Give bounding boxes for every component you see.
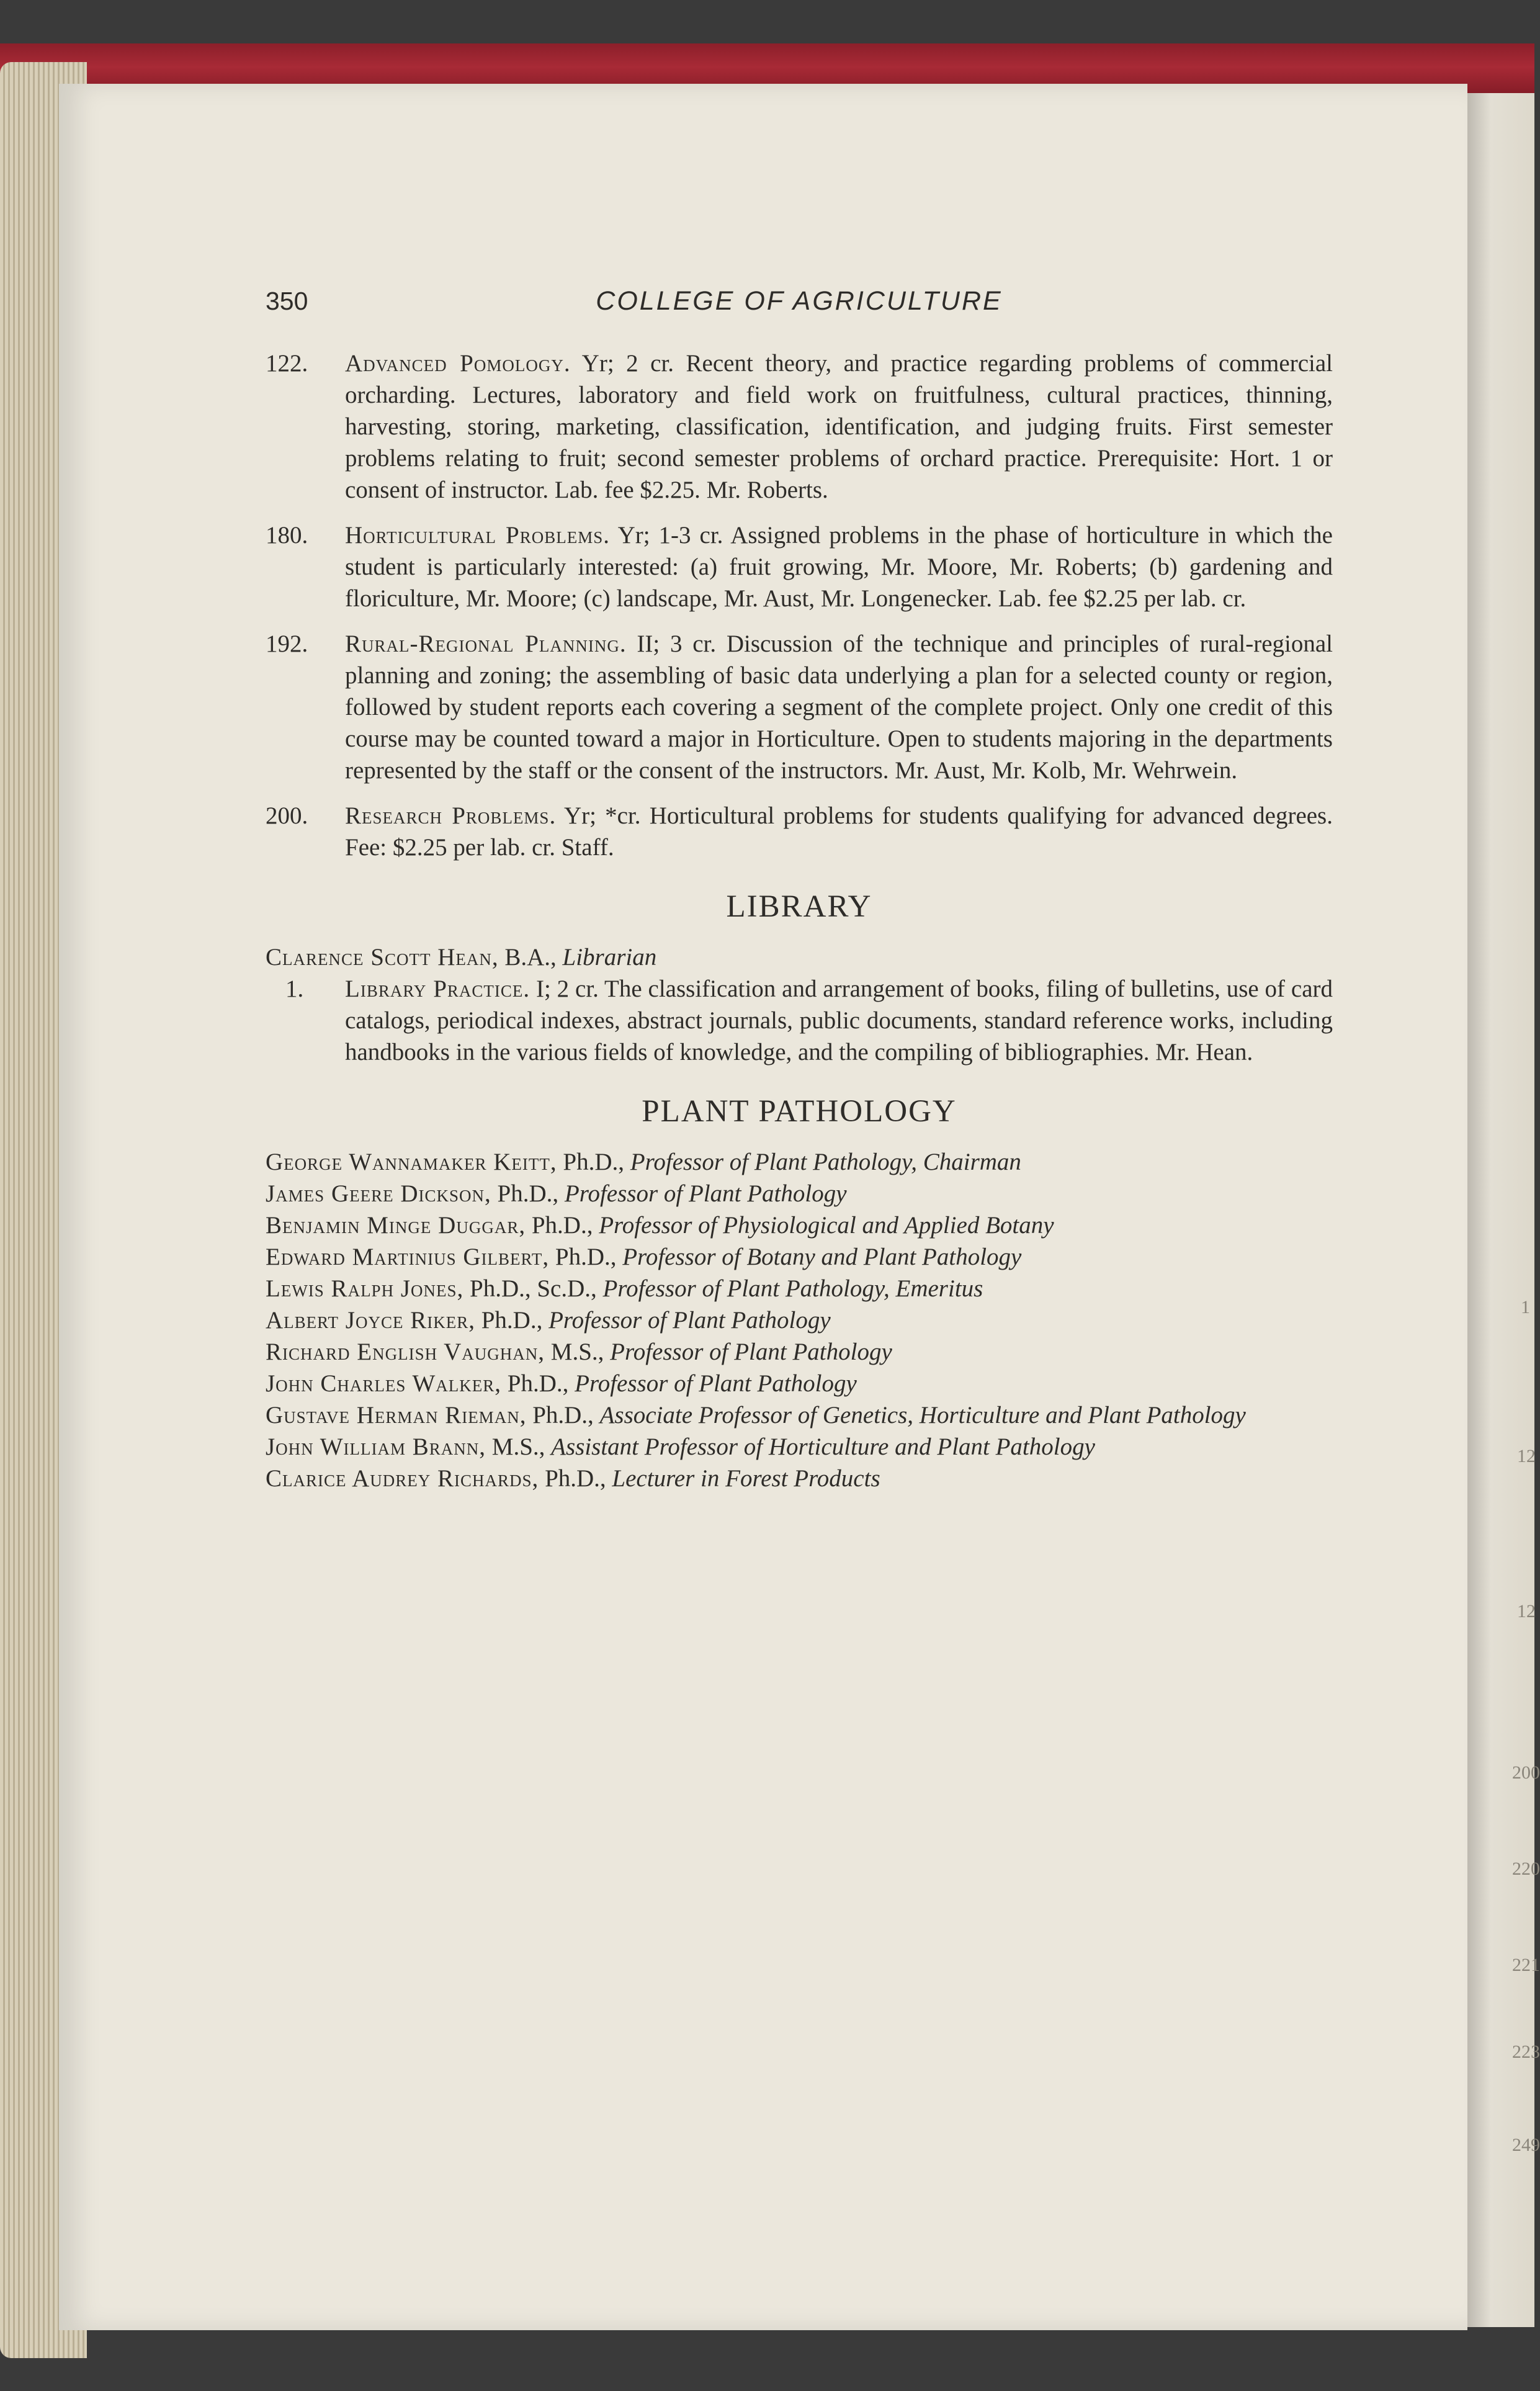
faculty-role: Professor of Plant Pathology xyxy=(575,1370,857,1397)
faculty-name: John William Brann, xyxy=(266,1433,486,1460)
course-title: Horticultural Problems. xyxy=(345,522,611,549)
course-title: Research Problems. xyxy=(345,802,557,829)
faculty-name: George Wannamaker Keitt, xyxy=(266,1149,557,1175)
faculty-member xyxy=(266,1368,1333,1399)
course-number: 200. xyxy=(266,802,308,829)
course-entry xyxy=(266,628,1333,786)
faculty-degree: Ph.D., xyxy=(491,1180,559,1207)
faculty-member xyxy=(266,1209,1333,1241)
course-description: II; 3 cr. Discussion of the technique and principles of rural-regional planning and zoning; the assembling of basic data underlying a plan for a selected county or region, followed by student reports each covering a segment of the complete project. Only one credit of this course may be counted toward a major in Horticulture. Open to students majoring in the departments represented by the staff or the consent of the instructors. Mr. Aust, Mr. Kolb, Mr. Wehrwein. xyxy=(345,630,1333,784)
course-description: Yr; 1-3 cr. Assigned problems in the phase of horticulture in which the student is particularly interested: (a) fruit growing, Mr. Moore, Mr. Roberts; (b) gardening and floriculture, Mr. Moore; (c) landscape, Mr. Aust, Mr. Longenecker. Lab. fee $2.25 per lab. cr. xyxy=(345,522,1333,612)
faculty-role: Lecturer in Forest Products xyxy=(612,1465,880,1492)
faculty-member xyxy=(266,1241,1333,1273)
faculty-member xyxy=(266,1399,1333,1431)
course-number: 180. xyxy=(266,522,308,549)
course-number: 192. xyxy=(266,630,308,657)
faculty-name: Clarice Audrey Richards, xyxy=(266,1465,539,1492)
staff-name: Clarence Scott Hean, xyxy=(266,944,499,971)
faculty-role: Professor of Plant Pathology xyxy=(564,1180,847,1207)
faculty-role: Professor of Physiological and Applied Botany xyxy=(599,1212,1054,1239)
next-page-edge xyxy=(1467,93,1540,2327)
running-head xyxy=(266,285,1333,329)
faculty-role: Professor of Plant Pathology xyxy=(548,1307,831,1334)
edge-mark: 220 xyxy=(1512,1859,1540,1879)
faculty-member xyxy=(266,1146,1333,1178)
course-entry xyxy=(266,348,1333,506)
course-title: Rural-Regional Planning. xyxy=(345,630,627,657)
faculty-degree: Ph.D., xyxy=(539,1465,606,1492)
faculty-member xyxy=(266,1463,1333,1494)
library-staff xyxy=(266,941,1333,973)
faculty-degree: Ph.D., xyxy=(526,1402,594,1429)
faculty-role: Associate Professor of Genetics, Horticulture and Plant Pathology xyxy=(599,1402,1246,1429)
course-title: Library Practice. xyxy=(345,976,530,1002)
course-number: 1. xyxy=(285,976,304,1002)
course-number: 122. xyxy=(266,350,308,377)
faculty-degree: Ph.D., xyxy=(549,1244,617,1270)
faculty-name: John Charles Walker, xyxy=(266,1370,502,1397)
faculty-degree: Ph.D., xyxy=(557,1149,625,1175)
faculty-name: James Geere Dickson, xyxy=(266,1180,491,1207)
faculty-name: Richard English Vaughan, xyxy=(266,1339,545,1365)
edge-mark: 12 xyxy=(1517,1446,1536,1466)
faculty-member xyxy=(266,1431,1333,1463)
faculty-role: Assistant Professor of Horticulture and Plant Pathology xyxy=(551,1433,1095,1460)
faculty-role: Professor of Plant Pathology, Emeritus xyxy=(602,1275,983,1302)
faculty-degree: Ph.D., xyxy=(475,1307,543,1334)
staff-role: Librarian xyxy=(562,944,657,971)
faculty-degree: Ph.D., Sc.D., xyxy=(463,1275,597,1302)
edge-mark: 221 xyxy=(1512,1955,1540,1975)
edge-mark: 200 xyxy=(1512,1762,1540,1783)
edge-mark: 249 xyxy=(1512,2135,1540,2155)
faculty-name: Gustave Herman Rieman, xyxy=(266,1402,527,1429)
faculty-name: Edward Martinius Gilbert, xyxy=(266,1244,550,1270)
edge-mark: 1 xyxy=(1521,1297,1530,1317)
course-title: Advanced Pomology. xyxy=(345,350,571,377)
page-content xyxy=(266,285,1333,1494)
faculty-list xyxy=(266,1146,1333,1494)
faculty-member xyxy=(266,1336,1333,1368)
page-number: 350 xyxy=(266,287,308,315)
course-entry xyxy=(266,800,1333,863)
faculty-role: Professor of Plant Pathology xyxy=(610,1339,892,1365)
faculty-name: Lewis Ralph Jones, xyxy=(266,1275,464,1302)
faculty-name: Benjamin Minge Duggar, xyxy=(266,1212,526,1239)
faculty-name: Albert Joyce Riker, xyxy=(266,1307,475,1334)
faculty-degree: M.S., xyxy=(486,1433,545,1460)
faculty-member xyxy=(266,1178,1333,1209)
edge-mark: 12 xyxy=(1517,1601,1536,1622)
faculty-degree: Ph.D., xyxy=(501,1370,569,1397)
running-title: COLLEGE OF AGRICULTURE xyxy=(596,286,1003,316)
faculty-degree: Ph.D., xyxy=(526,1212,593,1239)
faculty-role: Professor of Plant Pathology, Chairman xyxy=(630,1149,1021,1175)
edge-mark: 223 xyxy=(1512,2042,1540,2062)
course-entry xyxy=(266,973,1333,1068)
course-description: Yr; 2 cr. Recent theory, and practice regarding problems of commercial orcharding. Lectures, laboratory and field work on fruitfulness, cultural practices, thinning, harvesting, storing, marketing, classification, identification, and judging fruits. First semester problems relating to fruit; second semester problems of orchard practice. Prerequisite: Hort. 1 or consent of instructor. Lab. fee $2.25. Mr. Roberts. xyxy=(345,350,1333,503)
faculty-role: Professor of Botany and Plant Pathology xyxy=(622,1244,1022,1270)
staff-degree: B.A., xyxy=(498,944,557,971)
course-description: Yr; *cr. Horticultural problems for students qualifying for advanced degrees. Fee: $2.25 per lab. cr. Staff. xyxy=(345,802,1333,861)
section-title-plant-pathology: PLANT PATHOLOGY xyxy=(642,1094,957,1129)
faculty-member xyxy=(266,1273,1333,1304)
course-description: I; 2 cr. The classification and arrangement of books, filing of bulletins, use of card catalogs, periodical indexes, abstract journals, public documents, standard reference works, including handbooks in the various fields of knowledge, and the compiling of bibliographies. Mr. Hean. xyxy=(345,976,1333,1065)
faculty-member xyxy=(266,1304,1333,1336)
section-title-library: LIBRARY xyxy=(726,889,872,924)
faculty-degree: M.S., xyxy=(545,1339,604,1365)
course-entry xyxy=(266,519,1333,614)
